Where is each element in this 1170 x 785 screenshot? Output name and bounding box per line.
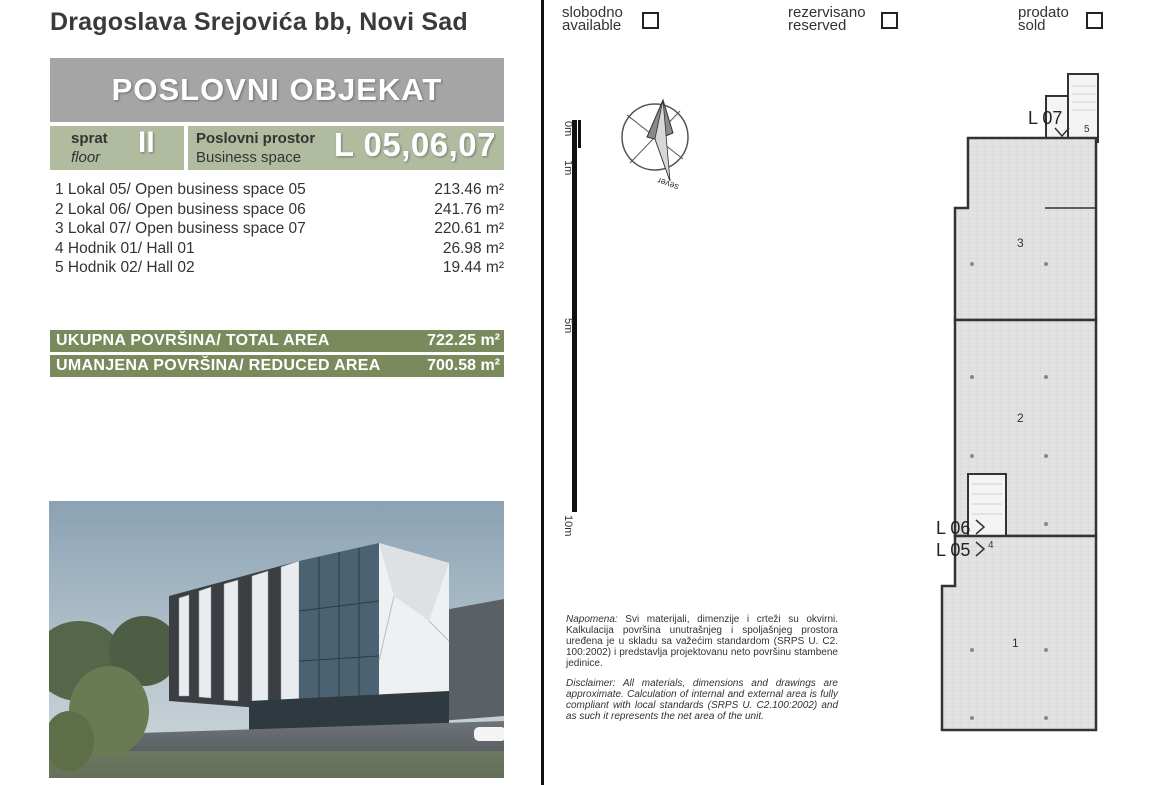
room-name: 5 Hodnik 02/ Hall 02: [55, 259, 195, 276]
total-area-label: UKUPNA POVRŠINA/ TOTAL AREA: [56, 332, 330, 349]
list-item: [55, 240, 504, 260]
available-checkbox[interactable]: [642, 12, 659, 29]
reduced-area-value: 700.58 m²: [427, 357, 500, 374]
plan-room-5: 5: [1084, 124, 1090, 135]
legend-available-en: available: [562, 17, 622, 34]
legend-available-sr: slobodno: [562, 4, 623, 21]
legend-sold: [1018, 6, 1069, 32]
legend-sold-en: sold: [1018, 17, 1046, 34]
floor-number: II: [138, 126, 155, 159]
unit-info-row: [50, 126, 504, 170]
legend-reserved: [788, 6, 866, 32]
scale-bar: [572, 120, 577, 512]
scale-label-0: 0m: [562, 121, 574, 137]
notes-block: [566, 614, 838, 731]
list-item: [55, 259, 504, 279]
scale-label-10: 10m: [562, 515, 574, 537]
legend-sold-sr: prodato: [1018, 4, 1069, 21]
building-title: POSLOVNI OBJEKAT: [50, 58, 504, 122]
reserved-checkbox[interactable]: [881, 12, 898, 29]
room-name: 1 Lokal 05/ Open business space 05: [55, 181, 306, 198]
plan-room-2: 2: [1017, 411, 1024, 425]
plan-room-1: 1: [1012, 636, 1019, 650]
vertical-divider: [541, 0, 544, 785]
plan-room-4: 4: [988, 540, 994, 551]
scale-label-5: 5m: [562, 318, 574, 334]
list-item: [55, 220, 504, 240]
space-code: L 05,06,07: [333, 126, 496, 163]
room-name: 4 Hodnik 01/ Hall 01: [55, 239, 195, 257]
floor-box: [50, 126, 184, 170]
list-item: [55, 181, 504, 201]
legend-available: [562, 6, 623, 32]
scale-label-1: 1m: [562, 160, 574, 176]
room-name: 2 Lokal 06/ Open business space 06: [55, 200, 306, 218]
room-area: 19.44 m²: [442, 259, 504, 276]
note-sr-text: Svi materijali, dimenzije i crteži su okvirni. Kalkulacija površina unutrašnjeg i spoljašnjeg prostora uređena je u skladu sa važećim standardom (SRPS U. C2. 100:2002) i predstavlja projektovanu neto površinu stambene jedinice.: [566, 614, 838, 669]
space-label: Poslovni prostor: [196, 130, 316, 147]
legend-reserved-sr: rezervisano: [788, 4, 866, 21]
legend-reserved-en: reserved: [788, 17, 847, 34]
space-box: [188, 126, 504, 170]
building-rendering: [49, 501, 504, 778]
sold-checkbox[interactable]: [1086, 12, 1103, 29]
room-area: 213.46 m²: [434, 181, 504, 198]
floor-label: sprat: [71, 130, 108, 147]
room-area: 26.98 m²: [442, 239, 504, 257]
plan-label-l05: L 05: [936, 540, 971, 560]
plan-label-l06: L 06: [936, 518, 971, 538]
north-arrow-icon: [615, 95, 695, 195]
space-label-en: Business space: [196, 149, 302, 166]
plan-label-l07: L 07: [1028, 108, 1063, 128]
floor-label-en: floor: [71, 149, 101, 166]
total-area-value: 722.25 m²: [427, 332, 500, 349]
address-heading: Dragoslava Srejovića bb, Novi Sad: [50, 8, 468, 36]
room-area: 220.61 m²: [434, 220, 504, 237]
scale-bar-first-meter: [578, 120, 581, 148]
note-en-text: Disclaimer: All materials, dimensions and drawings are approximate. Calculation of internal and external area is fully compliant with local standards (SRPS U. C2.100:2002) and as such it represents the net area of the unit.: [566, 678, 838, 722]
room-name: 3 Lokal 07/ Open business space 07: [55, 220, 306, 237]
reduced-area-row: [50, 355, 504, 377]
room-area: 241.76 m²: [434, 200, 504, 218]
floor-plan: [920, 66, 1160, 746]
room-list: [55, 181, 504, 279]
total-area-row: [50, 330, 504, 352]
plan-room-3: 3: [1017, 236, 1024, 250]
north-label: sever: [655, 175, 681, 193]
list-item: [55, 201, 504, 221]
note-sr-lead: Napomena:: [566, 614, 618, 625]
reduced-area-label: UMANJENA POVRŠINA/ REDUCED AREA: [56, 357, 381, 374]
